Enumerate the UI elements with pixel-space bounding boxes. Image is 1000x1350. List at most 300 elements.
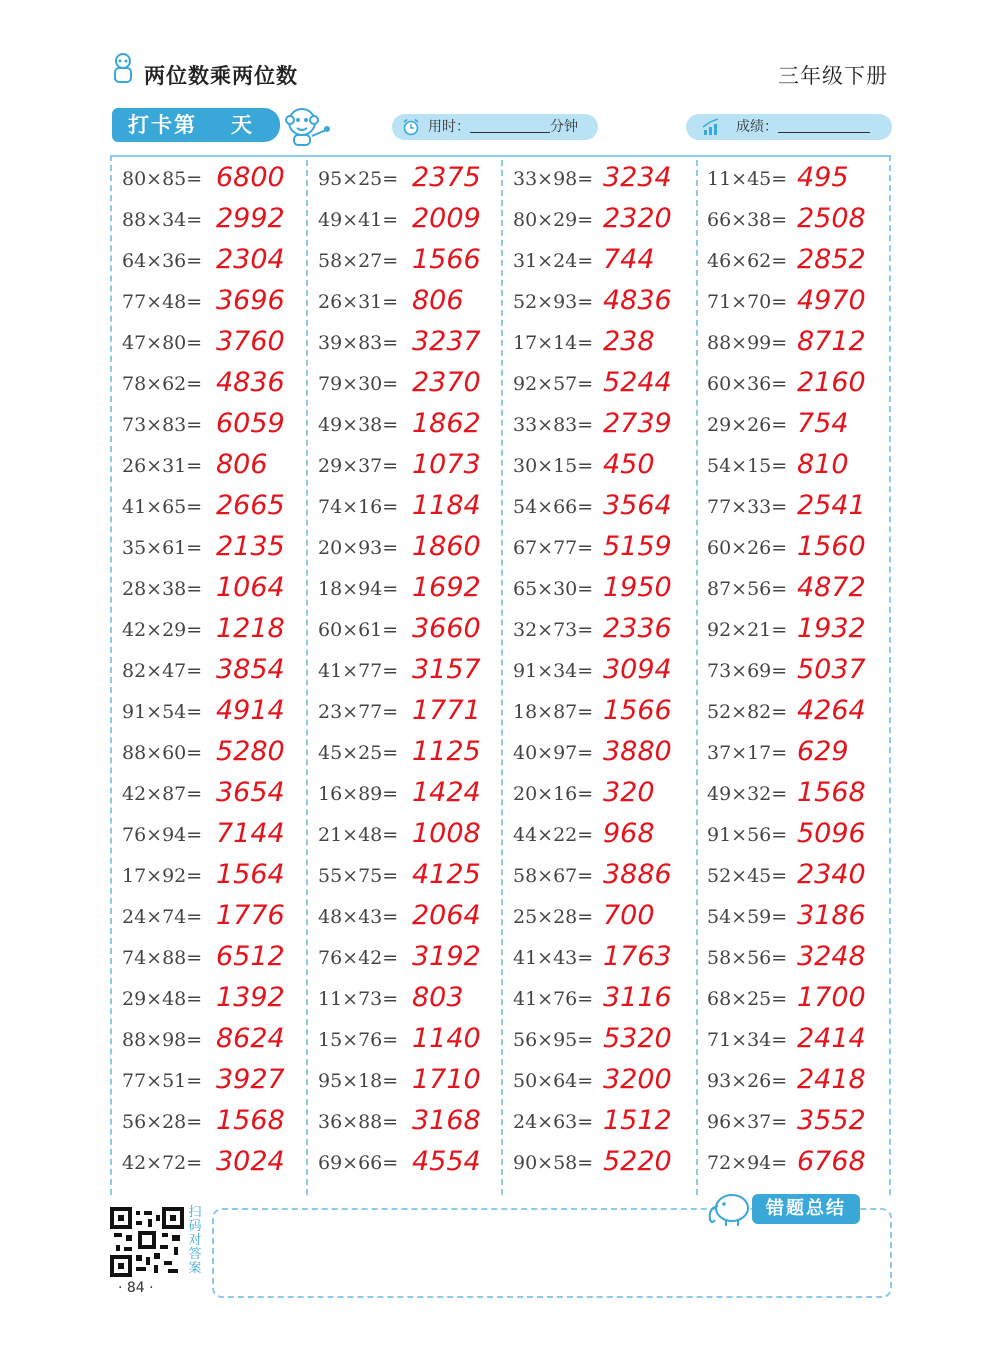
problem-text: 79×30= [318, 373, 399, 395]
handwritten-answer: 1710 [412, 1064, 481, 1095]
handwritten-answer: 6800 [216, 162, 285, 193]
problem-text: 91×34= [513, 660, 594, 682]
handwritten-answer: 238 [603, 326, 655, 357]
handwritten-answer: 2541 [797, 490, 866, 521]
handwritten-answer: 1064 [216, 572, 285, 603]
problem-text: 47×80= [122, 332, 203, 354]
problem-text: 56×95= [513, 1029, 594, 1051]
problem-text: 25×28= [513, 906, 594, 928]
time-blank[interactable] [470, 116, 550, 133]
exercise-row [122, 816, 312, 857]
exercise-row [513, 980, 703, 1021]
handwritten-answer: 1862 [412, 408, 481, 439]
problem-text: 39×83= [318, 332, 399, 354]
handwritten-answer: 1566 [603, 695, 672, 726]
handwritten-answer: 1564 [216, 859, 285, 890]
handwritten-answer: 2320 [603, 203, 672, 234]
exercise-row [318, 775, 508, 816]
exercise-row [707, 1021, 897, 1062]
exercise-row [318, 1144, 508, 1185]
exercise-row [318, 160, 508, 201]
problem-text: 65×30= [513, 578, 594, 600]
exercise-row [122, 324, 312, 365]
handwritten-answer: 6768 [797, 1146, 866, 1177]
exercise-row [318, 816, 508, 857]
exercise-row [122, 201, 312, 242]
exercise-row [513, 201, 703, 242]
handwritten-answer: 1771 [412, 695, 481, 726]
problem-text: 77×48= [122, 291, 203, 313]
problem-text: 16×89= [318, 783, 399, 805]
handwritten-answer: 8624 [216, 1023, 285, 1054]
exercise-row [122, 1144, 312, 1185]
handwritten-answer: 4264 [797, 695, 866, 726]
exercise-row [318, 570, 508, 611]
handwritten-answer: 4872 [797, 572, 866, 603]
exercise-row [318, 324, 508, 365]
handwritten-answer: 5244 [603, 367, 672, 398]
exercise-row [513, 1144, 703, 1185]
handwritten-answer: 7144 [216, 818, 285, 849]
problem-text: 68×25= [707, 988, 788, 1010]
exercise-row [707, 898, 897, 939]
score-label: 成绩： [736, 119, 778, 135]
handwritten-answer: 320 [603, 777, 655, 808]
handwritten-answer: 2414 [797, 1023, 866, 1054]
score-field [686, 114, 892, 140]
problem-text: 17×14= [513, 332, 594, 354]
handwritten-answer: 2340 [797, 859, 866, 890]
problem-text: 52×93= [513, 291, 594, 313]
book-title: 两位数乘两位数 [144, 64, 298, 88]
problem-text: 80×85= [122, 168, 203, 190]
handwritten-answer: 5159 [603, 531, 672, 562]
problem-text: 15×76= [318, 1029, 399, 1051]
handwritten-answer: 806 [216, 449, 268, 480]
exercise-row [513, 324, 703, 365]
handwritten-answer: 1073 [412, 449, 481, 480]
exercise-row [707, 693, 897, 734]
problem-text: 73×83= [122, 414, 203, 436]
exercise-row [318, 980, 508, 1021]
exercise-row [122, 734, 312, 775]
exercise-row [122, 488, 312, 529]
mascot-logo-icon [108, 52, 138, 86]
handwritten-answer: 1700 [797, 982, 866, 1013]
exercise-row [707, 857, 897, 898]
problem-text: 58×27= [318, 250, 399, 272]
exercise-row [513, 570, 703, 611]
exercise-row [513, 488, 703, 529]
problem-text: 54×59= [707, 906, 788, 928]
handwritten-answer: 629 [797, 736, 849, 767]
problem-text: 88×98= [122, 1029, 203, 1051]
exercise-row [513, 611, 703, 652]
problem-text: 76×42= [318, 947, 399, 969]
exercise-row [122, 857, 312, 898]
problem-text: 26×31= [318, 291, 399, 313]
handwritten-answer: 3696 [216, 285, 285, 316]
exercise-row [513, 652, 703, 693]
checkin-tag [112, 108, 280, 142]
handwritten-answer: 968 [603, 818, 655, 849]
problem-text: 55×75= [318, 865, 399, 887]
problem-text: 91×54= [122, 701, 203, 723]
problem-text: 46×62= [707, 250, 788, 272]
problem-text: 52×82= [707, 701, 788, 723]
exercise-row [513, 816, 703, 857]
exercise-row [707, 242, 897, 283]
exercise-row [122, 1103, 312, 1144]
handwritten-answer: 3200 [603, 1064, 672, 1095]
mistake-summary-label: 错题总结 [752, 1194, 860, 1224]
problem-text: 66×38= [707, 209, 788, 231]
exercise-row [318, 611, 508, 652]
exercise-row [122, 283, 312, 324]
problem-text: 29×26= [707, 414, 788, 436]
problem-text: 26×31= [122, 455, 203, 477]
problem-text: 42×72= [122, 1152, 203, 1174]
problem-text: 18×87= [513, 701, 594, 723]
handwritten-answer: 3116 [603, 982, 672, 1013]
handwritten-answer: 2009 [412, 203, 481, 234]
problem-text: 77×33= [707, 496, 788, 518]
problem-text: 76×94= [122, 824, 203, 846]
handwritten-answer: 2992 [216, 203, 285, 234]
handwritten-answer: 2336 [603, 613, 672, 644]
problem-text: 40×97= [513, 742, 594, 764]
exercise-row [122, 447, 312, 488]
problem-text: 29×37= [318, 455, 399, 477]
problem-text: 95×25= [318, 168, 399, 190]
handwritten-answer: 2370 [412, 367, 481, 398]
problem-text: 91×56= [707, 824, 788, 846]
problem-text: 41×43= [513, 947, 594, 969]
handwritten-answer: 700 [603, 900, 655, 931]
handwritten-answer: 495 [797, 162, 849, 193]
problem-text: 60×26= [707, 537, 788, 559]
handwritten-answer: 3186 [797, 900, 866, 931]
exercise-row [707, 734, 897, 775]
handwritten-answer: 4836 [216, 367, 285, 398]
handwritten-answer: 3886 [603, 859, 672, 890]
exercise-row [707, 283, 897, 324]
problem-text: 64×36= [122, 250, 203, 272]
handwritten-answer: 3564 [603, 490, 672, 521]
problem-text: 82×47= [122, 660, 203, 682]
exercise-row [707, 365, 897, 406]
problem-text: 20×93= [318, 537, 399, 559]
exercise-row [318, 242, 508, 283]
handwritten-answer: 2304 [216, 244, 285, 275]
handwritten-answer: 3234 [603, 162, 672, 193]
exercise-row [707, 939, 897, 980]
checkin-label-right: 天 [231, 113, 254, 137]
handwritten-answer: 3237 [412, 326, 481, 357]
problem-text: 28×38= [122, 578, 203, 600]
handwritten-answer: 8712 [797, 326, 866, 357]
problem-text: 87×56= [707, 578, 788, 600]
handwritten-answer: 2135 [216, 531, 285, 562]
exercise-column [513, 160, 703, 1185]
problem-text: 24×63= [513, 1111, 594, 1133]
exercise-row [513, 406, 703, 447]
exercise-row [318, 283, 508, 324]
problem-text: 49×32= [707, 783, 788, 805]
handwritten-answer: 1140 [412, 1023, 481, 1054]
problem-text: 60×61= [318, 619, 399, 641]
problem-text: 96×37= [707, 1111, 788, 1133]
problem-text: 31×24= [513, 250, 594, 272]
handwritten-answer: 1692 [412, 572, 481, 603]
handwritten-answer: 5037 [797, 654, 866, 685]
handwritten-answer: 1776 [216, 900, 285, 931]
handwritten-answer: 1218 [216, 613, 285, 644]
problem-text: 58×67= [513, 865, 594, 887]
problem-text: 69×66= [318, 1152, 399, 1174]
problem-text: 49×38= [318, 414, 399, 436]
exercise-row [513, 447, 703, 488]
handwritten-answer: 3168 [412, 1105, 481, 1136]
time-unit: 分钟 [550, 119, 578, 135]
exercise-row [513, 242, 703, 283]
exercise-row [513, 1062, 703, 1103]
score-blank[interactable] [778, 116, 870, 133]
handwritten-answer: 3192 [412, 941, 481, 972]
problem-text: 88×99= [707, 332, 788, 354]
time-label: 用时： [428, 119, 470, 135]
exercise-row [122, 611, 312, 652]
exercise-row [707, 611, 897, 652]
page-number: · 84 · [118, 1280, 154, 1296]
problem-text: 67×77= [513, 537, 594, 559]
handwritten-answer: 744 [603, 244, 655, 275]
handwritten-answer: 4914 [216, 695, 285, 726]
problem-text: 41×76= [513, 988, 594, 1010]
problem-text: 58×56= [707, 947, 788, 969]
exercise-row [513, 939, 703, 980]
problem-text: 88×60= [122, 742, 203, 764]
problem-text: 92×21= [707, 619, 788, 641]
handwritten-answer: 3024 [216, 1146, 285, 1177]
handwritten-answer: 806 [412, 285, 464, 316]
chart-growth-icon [702, 118, 720, 136]
exercise-row [513, 529, 703, 570]
problem-text: 17×92= [122, 865, 203, 887]
exercise-row [122, 406, 312, 447]
problem-text: 90×58= [513, 1152, 594, 1174]
handwritten-answer: 6059 [216, 408, 285, 439]
exercise-row [318, 1103, 508, 1144]
exercise-row [318, 447, 508, 488]
exercise-row [318, 693, 508, 734]
exercise-row [707, 1144, 897, 1185]
handwritten-answer: 4970 [797, 285, 866, 316]
handwritten-answer: 1184 [412, 490, 481, 521]
exercise-row [318, 201, 508, 242]
handwritten-answer: 4554 [412, 1146, 481, 1177]
exercise-row [707, 201, 897, 242]
handwritten-answer: 1568 [216, 1105, 285, 1136]
problem-text: 71×70= [707, 291, 788, 313]
exercise-row [318, 1062, 508, 1103]
exercise-row [513, 160, 703, 201]
problem-text: 80×29= [513, 209, 594, 231]
exercise-row [513, 898, 703, 939]
exercise-row [122, 529, 312, 570]
handwritten-answer: 5320 [603, 1023, 672, 1054]
handwritten-answer: 1950 [603, 572, 672, 603]
exercise-row [707, 1062, 897, 1103]
problem-text: 74×16= [318, 496, 399, 518]
elephant-icon [704, 1186, 754, 1228]
handwritten-answer: 1392 [216, 982, 285, 1013]
handwritten-answer: 3248 [797, 941, 866, 972]
problem-text: 72×94= [707, 1152, 788, 1174]
exercise-row [707, 447, 897, 488]
handwritten-answer: 754 [797, 408, 849, 439]
exercise-row [122, 1062, 312, 1103]
handwritten-answer: 3157 [412, 654, 481, 685]
exercise-row [707, 324, 897, 365]
exercise-row [122, 1021, 312, 1062]
problem-text: 42×29= [122, 619, 203, 641]
problem-text: 21×48= [318, 824, 399, 846]
exercise-row [318, 857, 508, 898]
problem-text: 60×36= [707, 373, 788, 395]
handwritten-answer: 1560 [797, 531, 866, 562]
handwritten-answer: 1860 [412, 531, 481, 562]
exercise-row [122, 775, 312, 816]
exercise-row [122, 939, 312, 980]
problem-text: 37×17= [707, 742, 788, 764]
exercise-row [122, 160, 312, 201]
exercise-row [513, 857, 703, 898]
problem-text: 78×62= [122, 373, 203, 395]
handwritten-answer: 3760 [216, 326, 285, 357]
handwritten-answer: 1566 [412, 244, 481, 275]
handwritten-answer: 2418 [797, 1064, 866, 1095]
exercise-row [318, 652, 508, 693]
problem-text: 92×57= [513, 373, 594, 395]
exercise-row [513, 1103, 703, 1144]
exercise-row [707, 406, 897, 447]
problem-text: 41×77= [318, 660, 399, 682]
problem-text: 41×65= [122, 496, 203, 518]
handwritten-answer: 3654 [216, 777, 285, 808]
handwritten-answer: 2508 [797, 203, 866, 234]
exercise-row [122, 980, 312, 1021]
problem-text: 42×87= [122, 783, 203, 805]
problem-text: 48×43= [318, 906, 399, 928]
exercise-row [707, 570, 897, 611]
handwritten-answer: 1424 [412, 777, 481, 808]
problem-text: 29×48= [122, 988, 203, 1010]
exercise-row [707, 1103, 897, 1144]
exercise-column [122, 160, 312, 1185]
handwritten-answer: 3660 [412, 613, 481, 644]
exercise-row [513, 734, 703, 775]
handwritten-answer: 1932 [797, 613, 866, 644]
handwritten-answer: 2665 [216, 490, 285, 521]
exercise-row [318, 734, 508, 775]
exercise-row [122, 365, 312, 406]
exercise-row [707, 529, 897, 570]
exercise-row [122, 693, 312, 734]
handwritten-answer: 3854 [216, 654, 285, 685]
exercise-row [122, 898, 312, 939]
problem-text: 11×73= [318, 988, 399, 1010]
handwritten-answer: 810 [797, 449, 849, 480]
problem-text: 93×26= [707, 1070, 788, 1092]
handwritten-answer: 1512 [603, 1105, 672, 1136]
problem-text: 23×77= [318, 701, 399, 723]
handwritten-answer: 450 [603, 449, 655, 480]
handwritten-answer: 3094 [603, 654, 672, 685]
exercise-column [707, 160, 897, 1185]
exercise-row [513, 775, 703, 816]
problem-text: 88×34= [122, 209, 203, 231]
problem-text: 35×61= [122, 537, 203, 559]
qr-code-icon[interactable] [110, 1207, 184, 1277]
exercise-row [707, 652, 897, 693]
handwritten-answer: 3552 [797, 1105, 866, 1136]
handwritten-answer: 3927 [216, 1064, 285, 1095]
scan-for-answers-label: 扫码对答案 [188, 1205, 202, 1276]
problem-text: 33×98= [513, 168, 594, 190]
problem-text: 74×88= [122, 947, 203, 969]
exercise-row [318, 406, 508, 447]
exercise-row [318, 365, 508, 406]
handwritten-answer: 5096 [797, 818, 866, 849]
exercise-row [122, 570, 312, 611]
exercise-row [122, 652, 312, 693]
problem-text: 36×88= [318, 1111, 399, 1133]
problem-text: 32×73= [513, 619, 594, 641]
exercise-column [318, 160, 508, 1185]
exercise-row [318, 898, 508, 939]
handwritten-answer: 5280 [216, 736, 285, 767]
checkin-label-left: 打卡第 [128, 113, 197, 137]
handwritten-answer: 1763 [603, 941, 672, 972]
problem-text: 45×25= [318, 742, 399, 764]
problem-text: 95×18= [318, 1070, 399, 1092]
problem-text: 56×28= [122, 1111, 203, 1133]
exercise-row [122, 242, 312, 283]
problem-text: 11×45= [707, 168, 788, 190]
monkey-mascot-icon [282, 100, 332, 150]
handwritten-answer: 2160 [797, 367, 866, 398]
handwritten-answer: 2852 [797, 244, 866, 275]
exercise-row [318, 488, 508, 529]
exercise-row [318, 529, 508, 570]
time-field [392, 114, 598, 140]
problem-text: 49×41= [318, 209, 399, 231]
handwritten-answer: 2739 [603, 408, 672, 439]
problem-text: 30×15= [513, 455, 594, 477]
problem-text: 77×51= [122, 1070, 203, 1092]
problem-text: 50×64= [513, 1070, 594, 1092]
problem-text: 54×66= [513, 496, 594, 518]
problem-text: 33×83= [513, 414, 594, 436]
problem-text: 44×22= [513, 824, 594, 846]
problem-text: 52×45= [707, 865, 788, 887]
exercise-row [513, 365, 703, 406]
problem-text: 20×16= [513, 783, 594, 805]
exercise-row [513, 1021, 703, 1062]
problem-text: 18×94= [318, 578, 399, 600]
handwritten-answer: 5220 [603, 1146, 672, 1177]
